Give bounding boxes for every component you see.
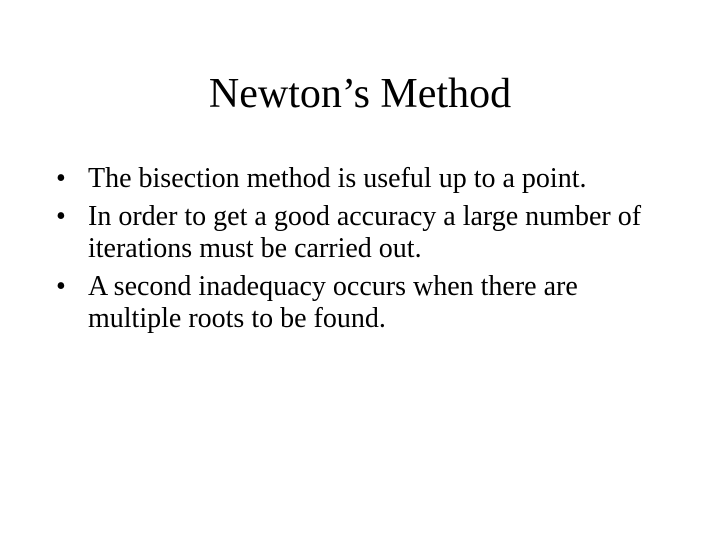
bullet-text-3: A second inadequacy occurs when there are multiple roots to be found. xyxy=(88,271,578,334)
bullet-item-2 xyxy=(56,201,676,265)
bullet-item-1 xyxy=(56,163,676,195)
bullet-item-3 xyxy=(56,271,676,335)
bullet-list xyxy=(56,163,676,341)
bullet-text-1: The bisection method is useful up to a point. xyxy=(88,163,587,194)
bullet-dot-icon: • xyxy=(56,201,66,232)
bullet-dot-icon: • xyxy=(56,163,66,194)
bullet-text-2: In order to get a good accuracy a large number of iterations must be carried out. xyxy=(88,201,642,264)
slide-title: Newton’s Method xyxy=(208,71,512,117)
bullet-dot-icon: • xyxy=(56,271,66,302)
